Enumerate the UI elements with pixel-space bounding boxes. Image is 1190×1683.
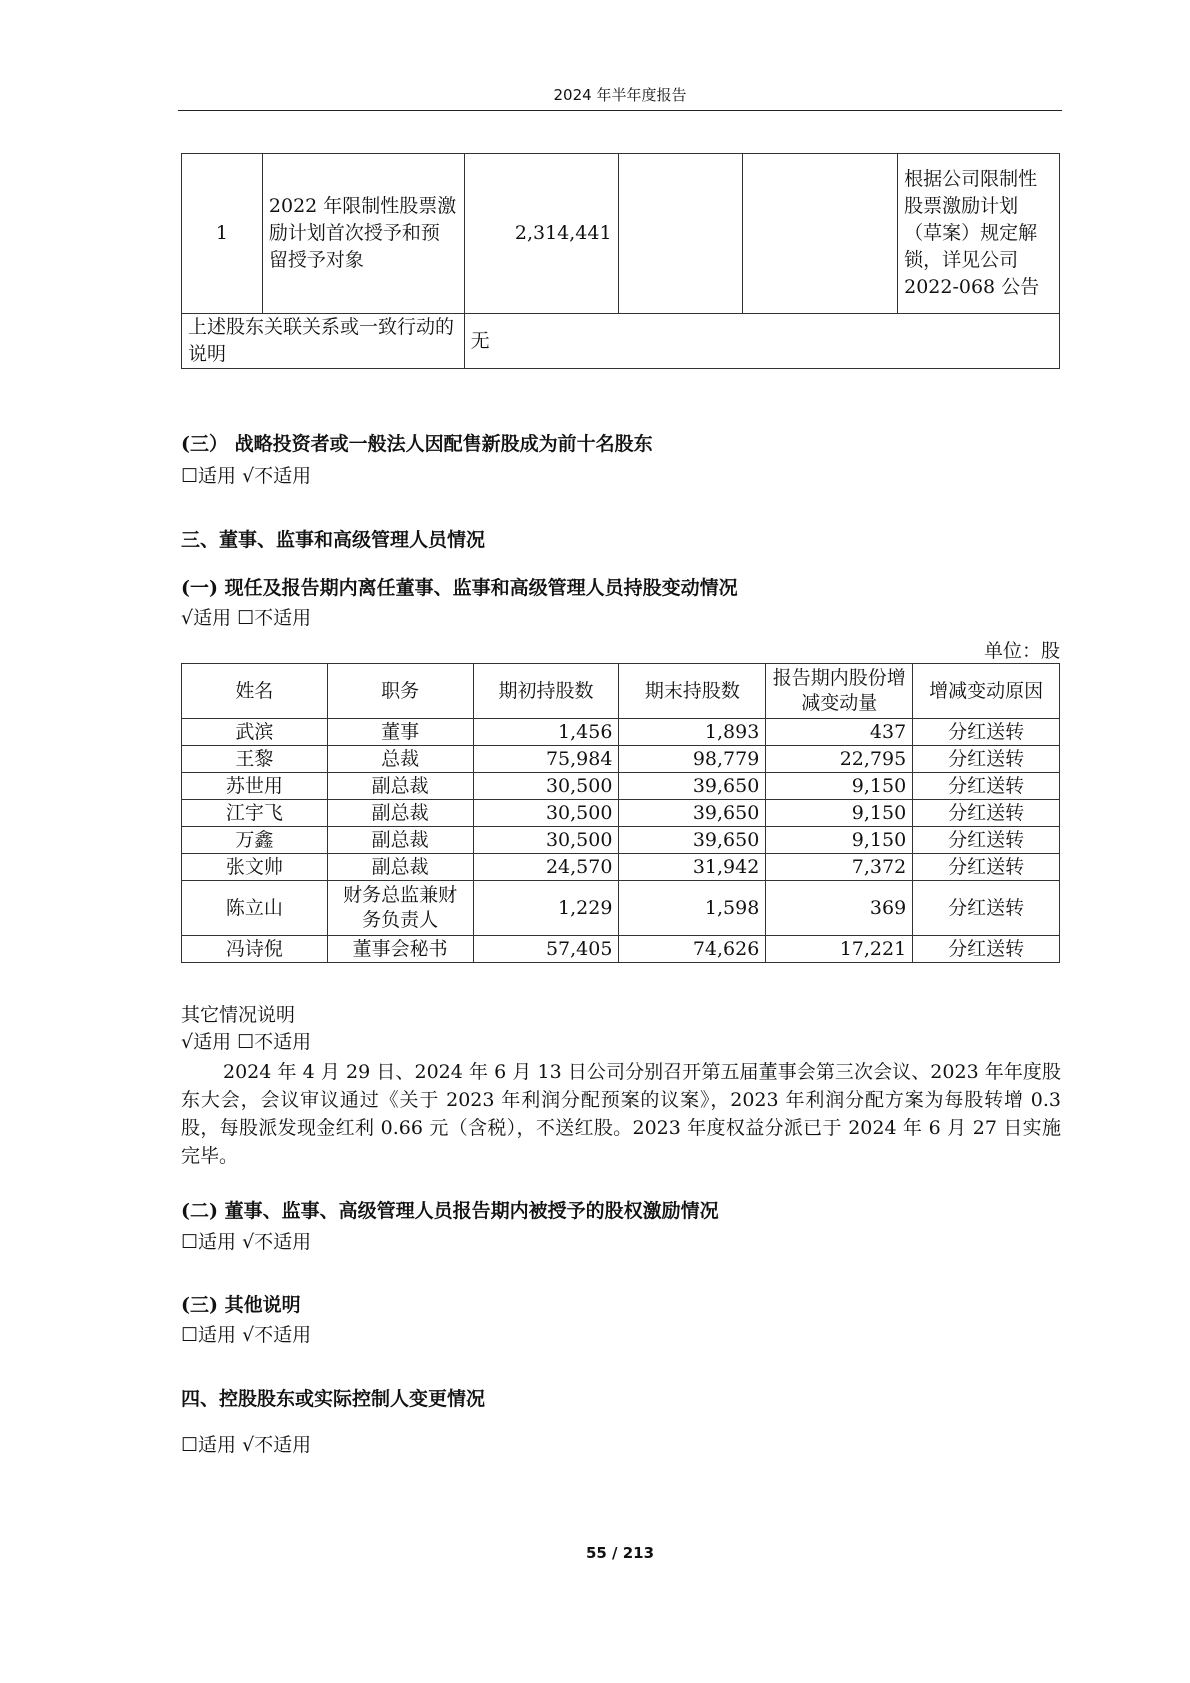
section-title-directors: 三、董事、监事和高级管理人员情况	[181, 529, 486, 551]
cell-change: 437	[766, 719, 913, 746]
cell-name: 张文帅	[182, 854, 328, 881]
cell-end: 1,893	[619, 719, 766, 746]
cell-start: 1,229	[473, 881, 619, 936]
share-count: 2,314,441	[464, 154, 618, 314]
table-row	[182, 800, 1060, 827]
cell-start: 30,500	[473, 773, 619, 800]
table-row	[182, 314, 1060, 369]
applicability-other: ☐适用 √不适用	[181, 1324, 312, 1346]
row-index: 1	[182, 154, 263, 314]
empty-cell	[743, 154, 898, 314]
cell-change: 9,150	[766, 800, 913, 827]
cell-end: 39,650	[619, 800, 766, 827]
holdings-change-table	[181, 663, 1060, 963]
cell-change: 17,221	[766, 936, 913, 963]
cell-reason: 分红送转	[913, 881, 1060, 936]
cell-start: 1,456	[473, 719, 619, 746]
cell-title: 副总裁	[327, 827, 473, 854]
cell-change: 7,372	[766, 854, 913, 881]
table-row	[182, 881, 1060, 936]
cell-reason: 分红送转	[913, 773, 1060, 800]
cell-reason: 分红送转	[913, 854, 1060, 881]
section-title-holdings-change: (一) 现任及报告期内离任董事、监事和高级管理人员持股变动情况	[181, 577, 738, 599]
cell-title: 董事会秘书	[327, 936, 473, 963]
column-header: 期末持股数	[619, 664, 766, 719]
section-title-equity-incentive: (二) 董事、监事、高级管理人员报告期内被授予的股权激励情况	[181, 1200, 719, 1222]
cell-reason: 分红送转	[913, 719, 1060, 746]
other-notes-paragraph: 2024 年 4 月 29 日、2024 年 6 月 13 日公司分别召开第五届董事会第三次会议、2023 年年度股东大会，会议审议通过《关于 2023 年利润分配预案的议案》，2023 年利润分配方案为每股转增 0.3 股，每股派发现金红利 0.66 元（含税），不送红股。2023 年度权益分派已于 2024 年 6 月 27 日实施完毕。	[181, 1061, 1061, 1167]
cell-change: 9,150	[766, 827, 913, 854]
table-header-row	[182, 664, 1060, 719]
cell-end: 39,650	[619, 773, 766, 800]
cell-start: 75,984	[473, 746, 619, 773]
cell-change: 369	[766, 881, 913, 936]
page-header: 2024 年半年度报告	[553, 86, 687, 104]
cell-title: 总裁	[327, 746, 473, 773]
cell-start: 57,405	[473, 936, 619, 963]
cell-title: 副总裁	[327, 800, 473, 827]
cell-title: 财务总监兼财务负责人	[327, 881, 473, 936]
table-unit: 单位：股	[983, 640, 1060, 662]
cell-change: 9,150	[766, 773, 913, 800]
column-header: 职务	[327, 664, 473, 719]
cell-title: 董事	[327, 719, 473, 746]
column-header: 期初持股数	[473, 664, 619, 719]
table-row	[182, 827, 1060, 854]
cell-end: 39,650	[619, 827, 766, 854]
table-row	[182, 719, 1060, 746]
page-number: 55 / 213	[585, 1544, 655, 1562]
cell-start: 24,570	[473, 854, 619, 881]
empty-cell	[618, 154, 743, 314]
relation-label: 上述股东关联关系或一致行动的说明	[182, 314, 465, 369]
cell-reason: 分红送转	[913, 936, 1060, 963]
cell-title: 副总裁	[327, 773, 473, 800]
column-header: 姓名	[182, 664, 328, 719]
applicability-holdings: √适用 ☐不适用	[181, 607, 312, 629]
applicability-strategic: ☐适用 √不适用	[181, 465, 312, 487]
cell-start: 30,500	[473, 827, 619, 854]
cell-name: 王黎	[182, 746, 328, 773]
cell-name: 武滨	[182, 719, 328, 746]
cell-reason: 分红送转	[913, 800, 1060, 827]
cell-title: 副总裁	[327, 854, 473, 881]
cell-start: 30,500	[473, 800, 619, 827]
table-row	[182, 936, 1060, 963]
applicability-other-notes: √适用 ☐不适用	[181, 1031, 312, 1053]
shareholder-table-continued	[181, 153, 1060, 369]
cell-name: 苏世用	[182, 773, 328, 800]
cell-end: 31,942	[619, 854, 766, 881]
cell-name: 江宇飞	[182, 800, 328, 827]
applicability-equity-incentive: ☐适用 √不适用	[181, 1231, 312, 1253]
cell-change: 22,795	[766, 746, 913, 773]
cell-reason: 分红送转	[913, 746, 1060, 773]
cell-name: 冯诗倪	[182, 936, 328, 963]
relation-value: 无	[464, 314, 1059, 369]
section-title-controller-change: 四、控股股东或实际控制人变更情况	[181, 1388, 486, 1410]
cell-name: 万鑫	[182, 827, 328, 854]
holder-name: 2022 年限制性股票激励计划首次授予和预留授予对象	[262, 154, 464, 314]
column-header: 报告期内股份增减变动量	[766, 664, 913, 719]
applicability-controller-change: ☐适用 √不适用	[181, 1434, 312, 1456]
table-row	[182, 154, 1060, 314]
cell-reason: 分红送转	[913, 827, 1060, 854]
cell-end: 1,598	[619, 881, 766, 936]
restriction-note: 根据公司限制性股票激励计划（草案）规定解锁，详见公司 2022-068 公告	[898, 154, 1060, 314]
header-rule	[178, 110, 1062, 111]
section-title-other-notes: (三) 其他说明	[181, 1294, 301, 1316]
cell-name: 陈立山	[182, 881, 328, 936]
cell-end: 98,779	[619, 746, 766, 773]
section-title-strategic-investors: (三） 战略投资者或一般法人因配售新股成为前十名股东	[181, 433, 653, 455]
table-row	[182, 773, 1060, 800]
cell-end: 74,626	[619, 936, 766, 963]
other-notes-title: 其它情况说明	[181, 1004, 296, 1026]
column-header: 增减变动原因	[913, 664, 1060, 719]
table-row	[182, 746, 1060, 773]
table-row	[182, 854, 1060, 881]
